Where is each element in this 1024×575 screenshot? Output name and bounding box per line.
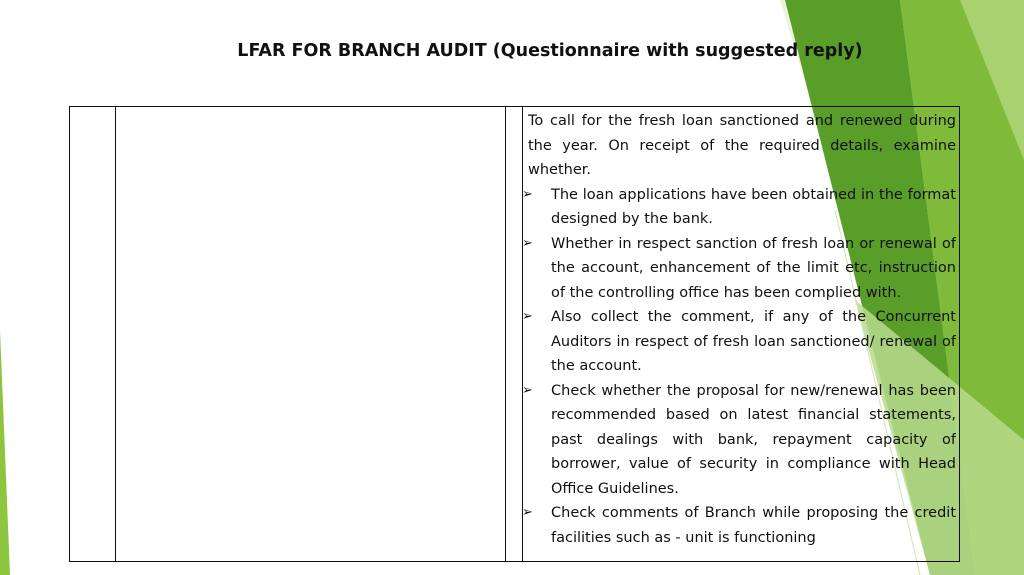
arrow-bullet-icon: ➢ (522, 186, 533, 202)
page-title: LFAR FOR BRANCH AUDIT (Questionnaire with suggested reply) (237, 41, 863, 61)
list-item: ➢ Check whether the proposal for new/renewal has been recommended based on latest financial statements, past dealings with bank, repayment capacity of borrower, value of security in compliance with Head Office Guidelines. (522, 382, 956, 497)
column-divider (505, 107, 506, 561)
list-item: ➢ Also collect the comment, if any of the Concurrent Auditors in respect of fresh loan sanctioned/ renewal of the account. (522, 309, 956, 374)
list-item: ➢ The loan applications have been obtained in the format designed by the bank. (522, 186, 956, 227)
bullet-list (521, 183, 956, 551)
suggested-reply-cell (521, 106, 956, 575)
arrow-bullet-icon: ➢ (522, 382, 533, 398)
list-item: ➢ Check comments of Branch while proposing the credit facilities such as - unit is functioning (522, 505, 956, 546)
arrow-bullet-icon: ➢ (522, 309, 533, 324)
arrow-bullet-icon: ➢ (522, 505, 533, 520)
intro-text: To call for the fresh loan sanctioned and renewed during the year. On receipt of the required details, examine whether. (528, 113, 956, 178)
column-divider (115, 107, 116, 561)
list-item: ➢ Whether in respect sanction of fresh loan or renewal of the account, enhancement of the limit etc, instruction of the controlling office has been complied with. (522, 235, 956, 301)
arrow-bullet-icon: ➢ (522, 235, 533, 251)
